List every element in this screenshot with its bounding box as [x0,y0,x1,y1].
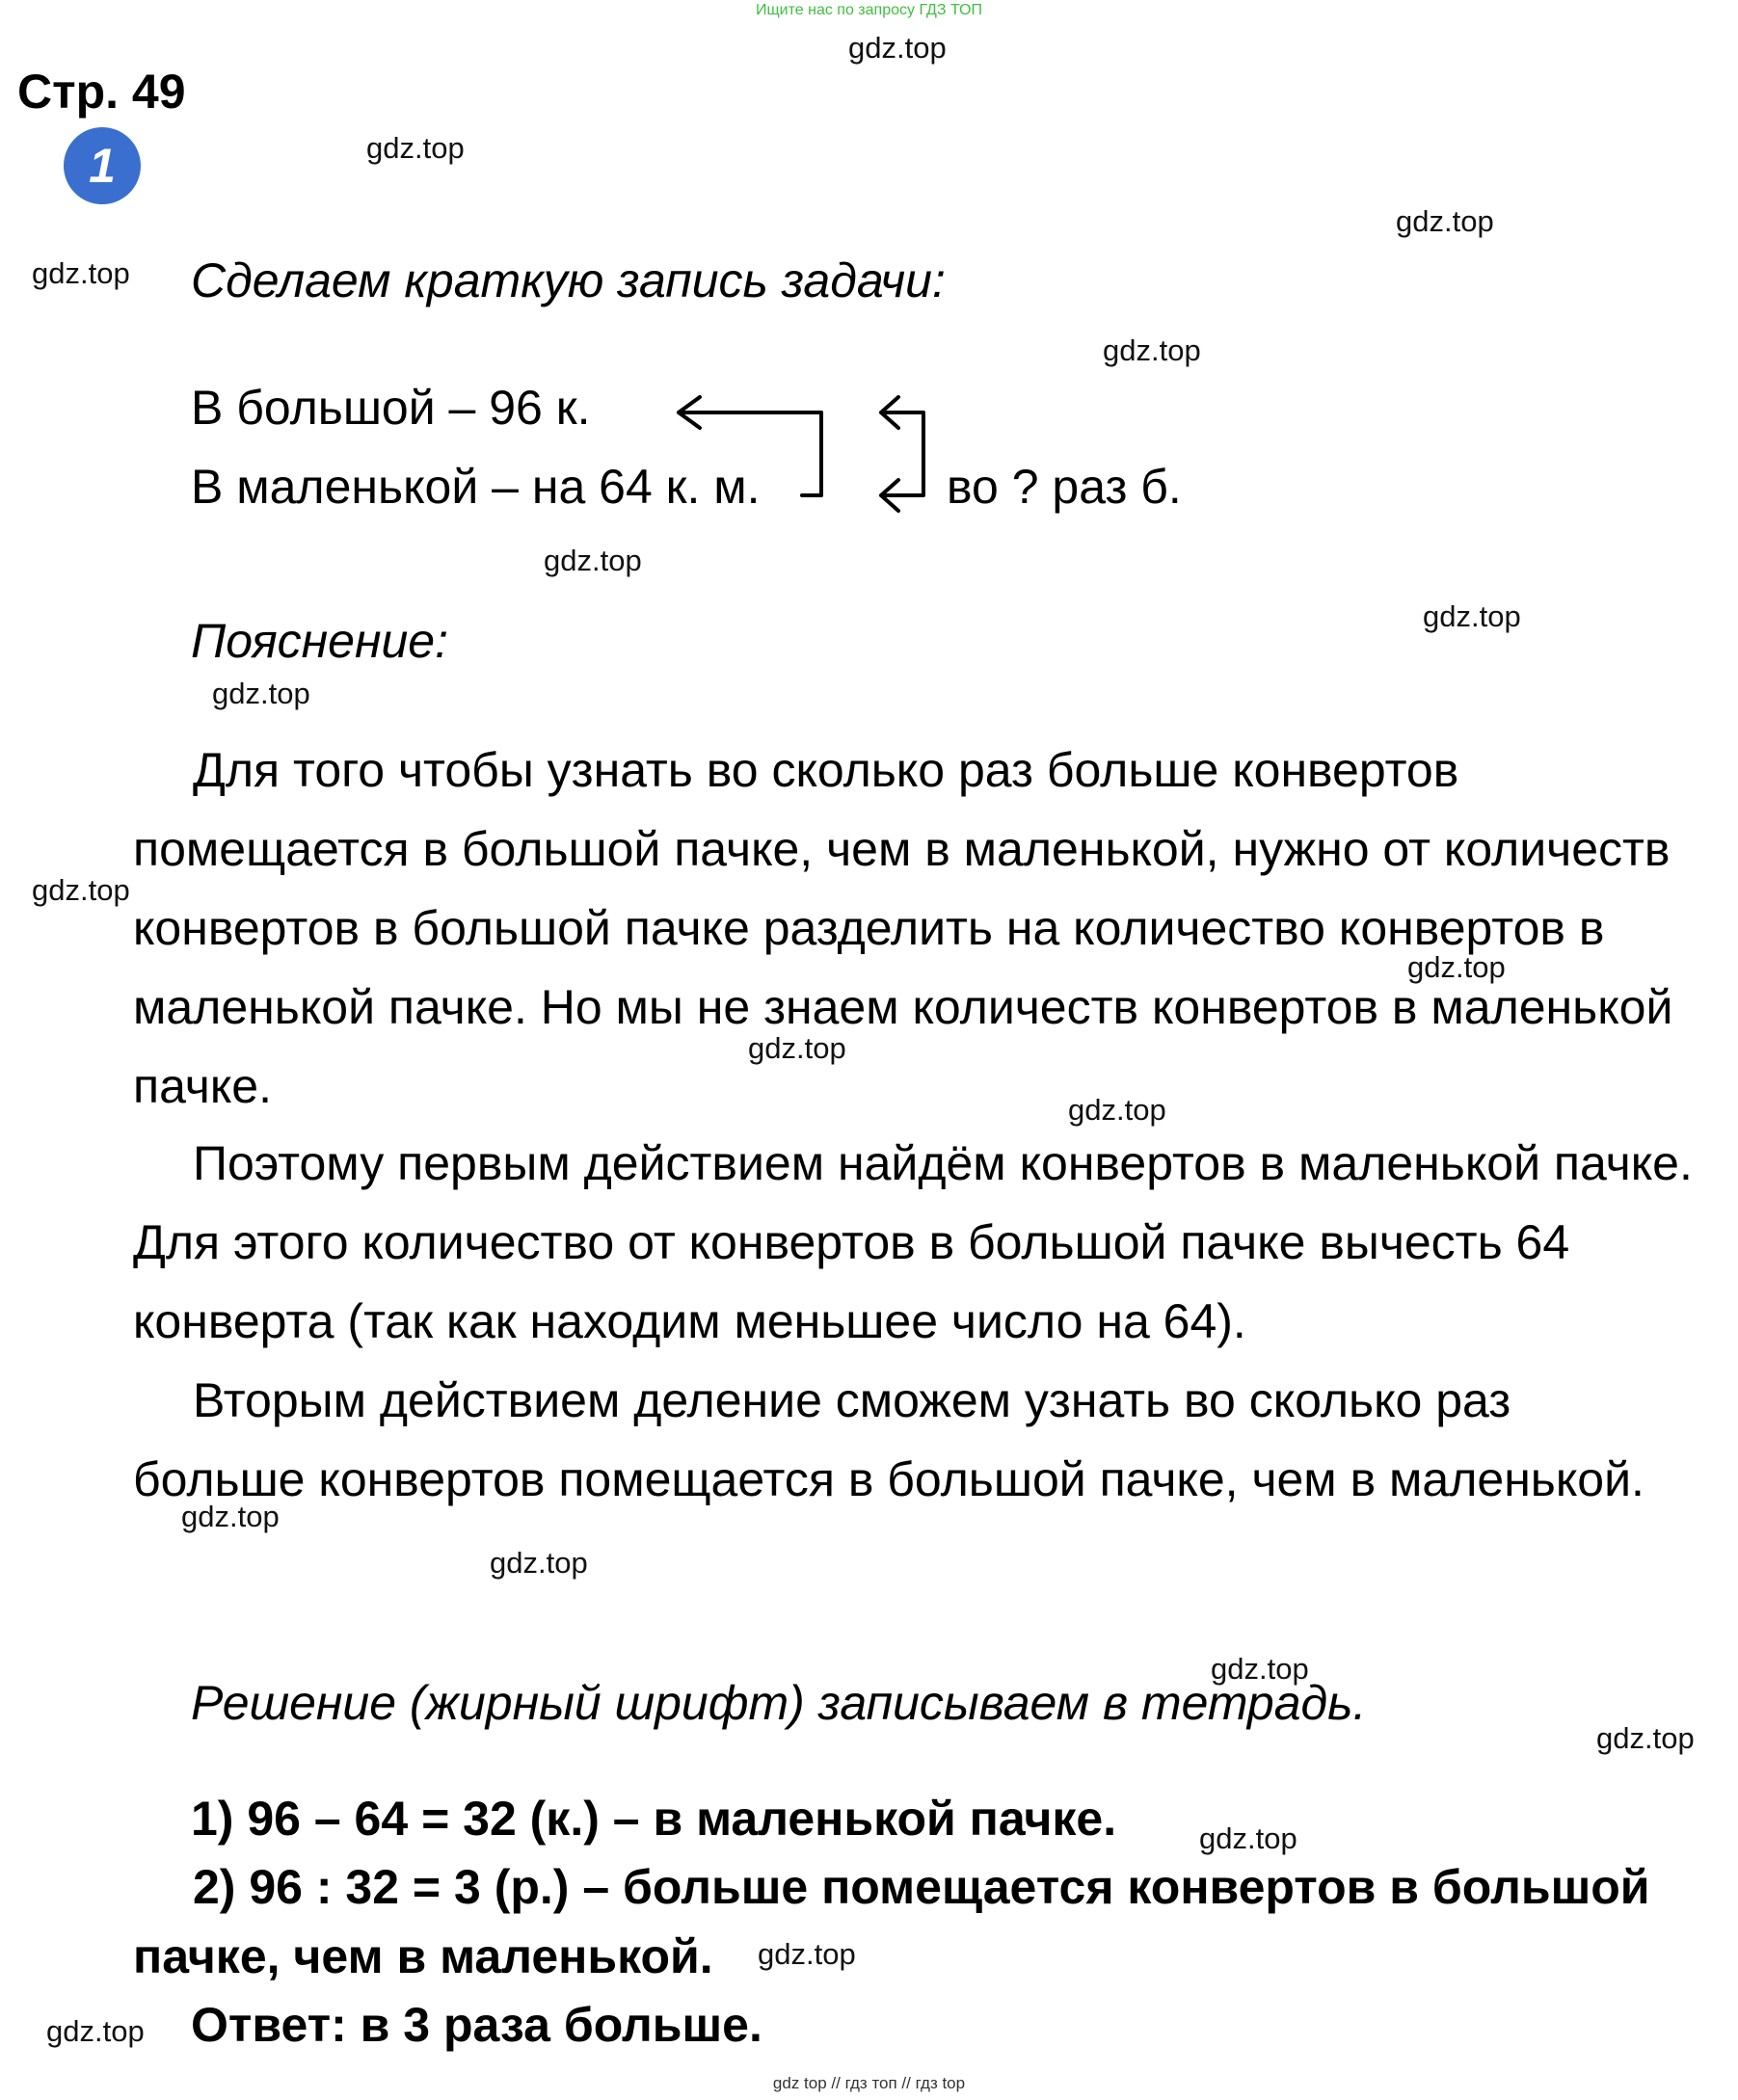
solution-step-2 [133,1852,1695,1991]
watermark: gdz.top [1596,1721,1695,1755]
short-record-heading: Сделаем краткую запись задачи: [191,253,946,307]
short-record-question: во ? раз б. [947,460,1182,514]
watermark: gdz.top [1103,333,1201,367]
watermark: gdz.top [46,2014,145,2048]
watermark: gdz.top [1407,950,1506,984]
explanation-paragraph-1 [133,731,1695,1126]
solution-heading: Решение (жирный шрифт) записываем в тетрадь. [191,1676,1367,1730]
watermark: gdz.top [181,1500,280,1533]
watermark: gdz.top [1396,204,1494,238]
watermark: gdz.top [490,1546,588,1580]
explanation-paragraph-3 [133,1361,1695,1519]
short-record-line-1: В большой – 96 к. [191,381,591,435]
watermark: gdz.top [748,1031,846,1065]
explanation-paragraph-1-text: Для того чтобы узнать во сколько раз больше конвертов помещается в большой пачке, чем в маленькой, нужно от количеств конвертов в большой пачке разделить на количество конвертов в маленькой пачке. Но мы не знаем количеств конвертов в маленькой пачке. [133,743,1673,1113]
watermark: gdz.top [1199,1821,1297,1855]
task-number-badge: 1 [64,127,141,204]
watermark: gdz.top [32,256,130,290]
bracket-arrow-left [679,397,821,495]
watermark: gdz.top [1423,599,1521,633]
explanation-paragraph-3-text: Вторым действием деление сможем узнать во сколько раз больше конвертов помещается в большой пачке, чем в маленькой. [133,1373,1644,1506]
explanation-heading: Пояснение: [191,614,448,668]
watermark: gdz.top [544,544,642,577]
solution-answer: Ответ: в 3 раза больше. [191,1998,762,2052]
top-banner[interactable]: Ищите нас по запросу ГДЗ ТОП [756,2,982,18]
watermark: gdz.top [32,873,130,907]
watermark: gdz.top [758,1937,856,1971]
explanation-paragraph-2 [133,1124,1695,1361]
watermark: gdz.top [848,31,947,65]
explanation-paragraph-2-text: Поэтому первым действием найдём конвертов в маленькой пачке. Для этого количество от конвертов в большой пачке вычесть 64 конверта (так как находим меньшее число на 64). [133,1136,1693,1348]
watermark: gdz.top [1211,1652,1309,1686]
watermark: gdz.top [212,677,310,710]
bracket-arrow-right [881,397,923,511]
page-title: Стр. 49 [17,65,186,119]
footer-links[interactable]: gdz top // гдз топ // гдз top [772,2074,966,2092]
watermark: gdz.top [366,131,465,165]
short-record-line-2: В маленькой – на 64 к. м. [191,460,761,514]
solution-step-2-text: 2) 96 : 32 = 3 (р.) – больше помещается конвертов в большой пачке, чем в маленькой. [133,1860,1650,1983]
watermark: gdz.top [1068,1093,1166,1127]
solution-step-1: 1) 96 – 64 = 32 (к.) – в маленькой пачке. [191,1792,1117,1846]
